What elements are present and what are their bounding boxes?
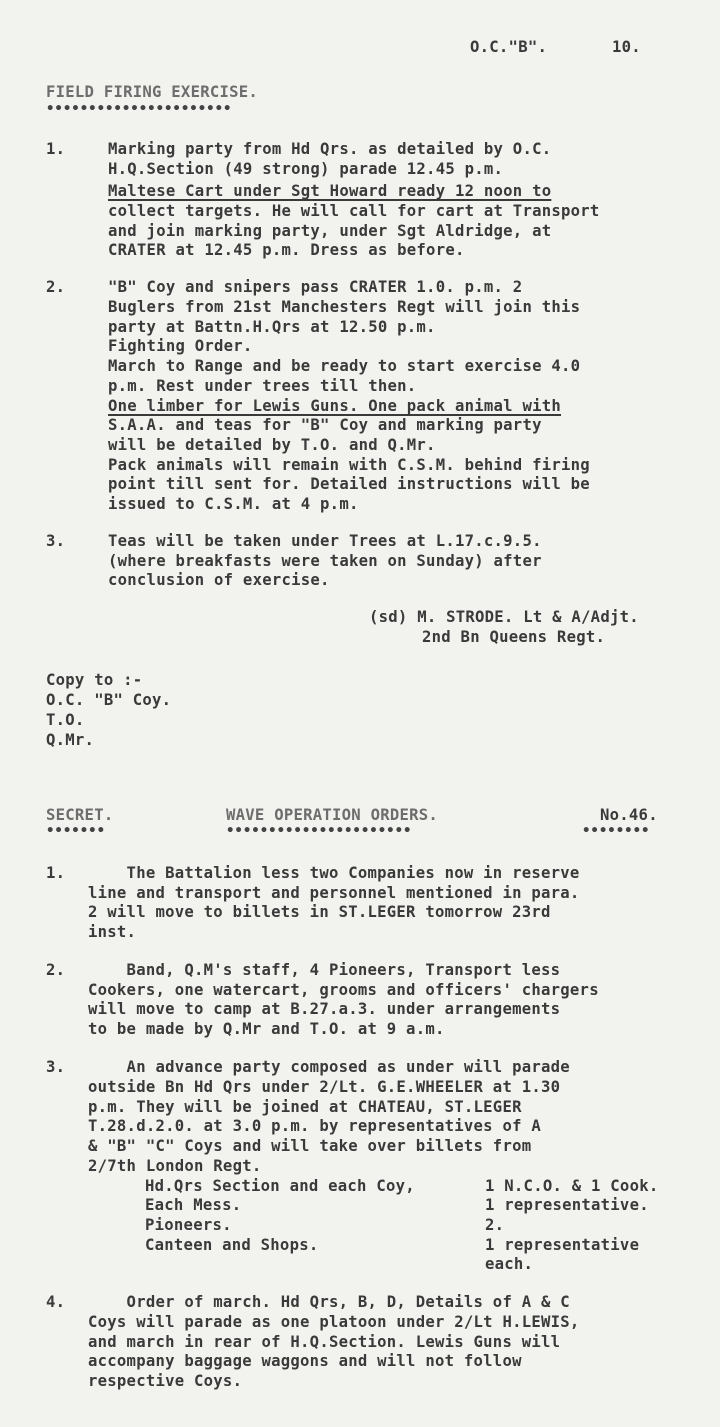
wo-item-3-number: 3. bbox=[46, 1058, 66, 1076]
wo-item-4-line-4: accompany baggage waggons and will not follow bbox=[88, 1352, 522, 1370]
ff-item-1-line-6: CRATER at 12.45 p.m. Dress as before. bbox=[108, 241, 465, 259]
wo-item-1-line-3: 2 will move to billets in ST.LEGER tomorrow 23rd bbox=[88, 903, 551, 921]
copy-to-heading: Copy to :- bbox=[46, 671, 143, 689]
order-number-rule: •••••••• bbox=[582, 823, 650, 839]
advance-party-row-2-label: Each Mess. bbox=[145, 1196, 242, 1214]
copy-to-recipient-2: T.O. bbox=[46, 711, 85, 729]
page-number: 10. bbox=[612, 38, 641, 56]
advance-party-row-4-label: Canteen and Shops. bbox=[145, 1236, 319, 1254]
ff-item-1-line-2: H.Q.Section (49 strong) parade 12.45 p.m. bbox=[108, 160, 504, 178]
wo-item-3-line-1: An advance party composed as under will parade bbox=[88, 1058, 570, 1076]
ff-item-2-line-9: will be detailed by T.O. and Q.Mr. bbox=[108, 436, 436, 454]
advance-party-row-1-label: Hd.Qrs Section and each Coy, bbox=[145, 1177, 415, 1195]
advance-party-row-4-value-2: each. bbox=[485, 1255, 534, 1273]
ff-item-2-line-10: Pack animals will remain with C.S.M. behind firing bbox=[108, 456, 590, 474]
signature-line-2: 2nd Bn Queens Regt. bbox=[422, 628, 606, 646]
ff-item-2-line-7: One limber for Lewis Guns. One pack animal with bbox=[108, 397, 561, 415]
advance-party-row-3-value: 2. bbox=[485, 1216, 505, 1234]
wo-item-4-line-5: respective Coys. bbox=[88, 1372, 243, 1390]
secret-rule: ••••••• bbox=[46, 823, 106, 839]
wo-item-1-line-4: inst. bbox=[88, 923, 137, 941]
wo-item-3-line-3: p.m. They will be joined at CHATEAU, ST.LEGER bbox=[88, 1098, 522, 1116]
ff-item-2-line-4: Fighting Order. bbox=[108, 337, 253, 355]
ff-item-2-line-6: p.m. Rest under trees till then. bbox=[108, 377, 417, 395]
ff-item-2-line-3: party at Battn.H.Qrs at 12.50 p.m. bbox=[108, 318, 436, 336]
copy-to-recipient-3: Q.Mr. bbox=[46, 731, 95, 749]
wo-item-2-line-1: Band, Q.M's staff, 4 Pioneers, Transport less bbox=[88, 961, 561, 979]
wo-item-4-line-3: and march in rear of H.Q.Section. Lewis Guns will bbox=[88, 1333, 561, 1351]
wo-item-2-line-3: will move to camp at B.27.a.3. under arrangements bbox=[88, 1000, 561, 1018]
wo-item-3-line-4: T.28.d.2.0. at 3.0 p.m. by representatives of A bbox=[88, 1117, 541, 1135]
ff-item-3-line-1: Teas will be taken under Trees at L.17.c.9.5. bbox=[108, 532, 542, 550]
wo-item-2-number: 2. bbox=[46, 961, 66, 979]
wo-item-4-line-2: Coys will parade as one platoon under 2/Lt H.LEWIS, bbox=[88, 1313, 580, 1331]
field-firing-title-rule: •••••••••••••••••••••• bbox=[46, 101, 232, 117]
ff-item-2-line-8: S.A.A. and teas for "B" Coy and marking party bbox=[108, 416, 542, 434]
field-firing-title: FIELD FIRING EXERCISE. bbox=[46, 83, 259, 101]
ff-item-3-line-2: (where breakfasts were taken on Sunday) after bbox=[108, 552, 542, 570]
wo-item-3-line-5: & "B" "C" Coys and will take over billets from bbox=[88, 1137, 532, 1155]
wo-item-3-line-2: outside Bn Hd Qrs under 2/Lt. G.E.WHEELER at 1.30 bbox=[88, 1078, 561, 1096]
wo-item-1-line-1: The Battalion less two Companies now in reserve bbox=[88, 864, 580, 882]
ff-item-3-line-3: conclusion of exercise. bbox=[108, 571, 330, 589]
order-number: No.46. bbox=[600, 806, 658, 824]
ff-item-2-line-5: March to Range and be ready to start exercise 4.0 bbox=[108, 357, 581, 375]
advance-party-row-1-value: 1 N.C.O. & 1 Cook. bbox=[485, 1177, 659, 1195]
wave-orders-title: WAVE OPERATION ORDERS. bbox=[226, 806, 439, 824]
secret-label: SECRET. bbox=[46, 806, 114, 824]
copy-to-recipient-1: O.C. "B" Coy. bbox=[46, 691, 172, 709]
wave-orders-title-rule: •••••••••••••••••••••• bbox=[226, 823, 412, 839]
advance-party-row-2-value: 1 representative. bbox=[485, 1196, 649, 1214]
ff-item-3-number: 3. bbox=[46, 532, 66, 550]
advance-party-row-4-value-1: 1 representative bbox=[485, 1236, 640, 1254]
advance-party-row-3-label: Pioneers. bbox=[145, 1216, 232, 1234]
ff-item-1-line-4: collect targets. He will call for cart at Transport bbox=[108, 202, 600, 220]
ff-item-1-line-3: Maltese Cart under Sgt Howard ready 12 noon to bbox=[108, 182, 552, 200]
wo-item-1-number: 1. bbox=[46, 864, 66, 882]
wo-item-2-line-4: to be made by Q.Mr and T.O. at 9 a.m. bbox=[88, 1020, 445, 1038]
wo-item-1-line-2: line and transport and personnel mentioned in para. bbox=[88, 884, 580, 902]
wo-item-2-line-2: Cookers, one watercart, grooms and officers' chargers bbox=[88, 981, 599, 999]
wo-item-3-line-6: 2/7th London Regt. bbox=[88, 1157, 262, 1175]
wo-item-4-line-1: Order of march. Hd Qrs, B, D, Details of A & C bbox=[88, 1293, 570, 1311]
ff-item-1-line-1: Marking party from Hd Qrs. as detailed by O.C. bbox=[108, 140, 552, 158]
ff-item-2-line-11: point till sent for. Detailed instructions will be bbox=[108, 475, 590, 493]
ff-item-2-line-2: Buglers from 21st Manchesters Regt will join this bbox=[108, 298, 581, 316]
ff-item-2-line-1: "B" Coy and snipers pass CRATER 1.0. p.m. 2 bbox=[108, 278, 523, 296]
ff-item-2-number: 2. bbox=[46, 278, 66, 296]
header-ref: O.C."B". bbox=[470, 38, 548, 56]
ff-item-1-line-5: and join marking party, under Sgt Aldridge, at bbox=[108, 222, 552, 240]
ff-item-2-line-12: issued to C.S.M. at 4 p.m. bbox=[108, 495, 359, 513]
ff-item-1-number: 1. bbox=[46, 140, 66, 158]
signature-line-1: (sd) M. STRODE. Lt & A/Adjt. bbox=[369, 608, 639, 626]
wo-item-4-number: 4. bbox=[46, 1293, 66, 1311]
